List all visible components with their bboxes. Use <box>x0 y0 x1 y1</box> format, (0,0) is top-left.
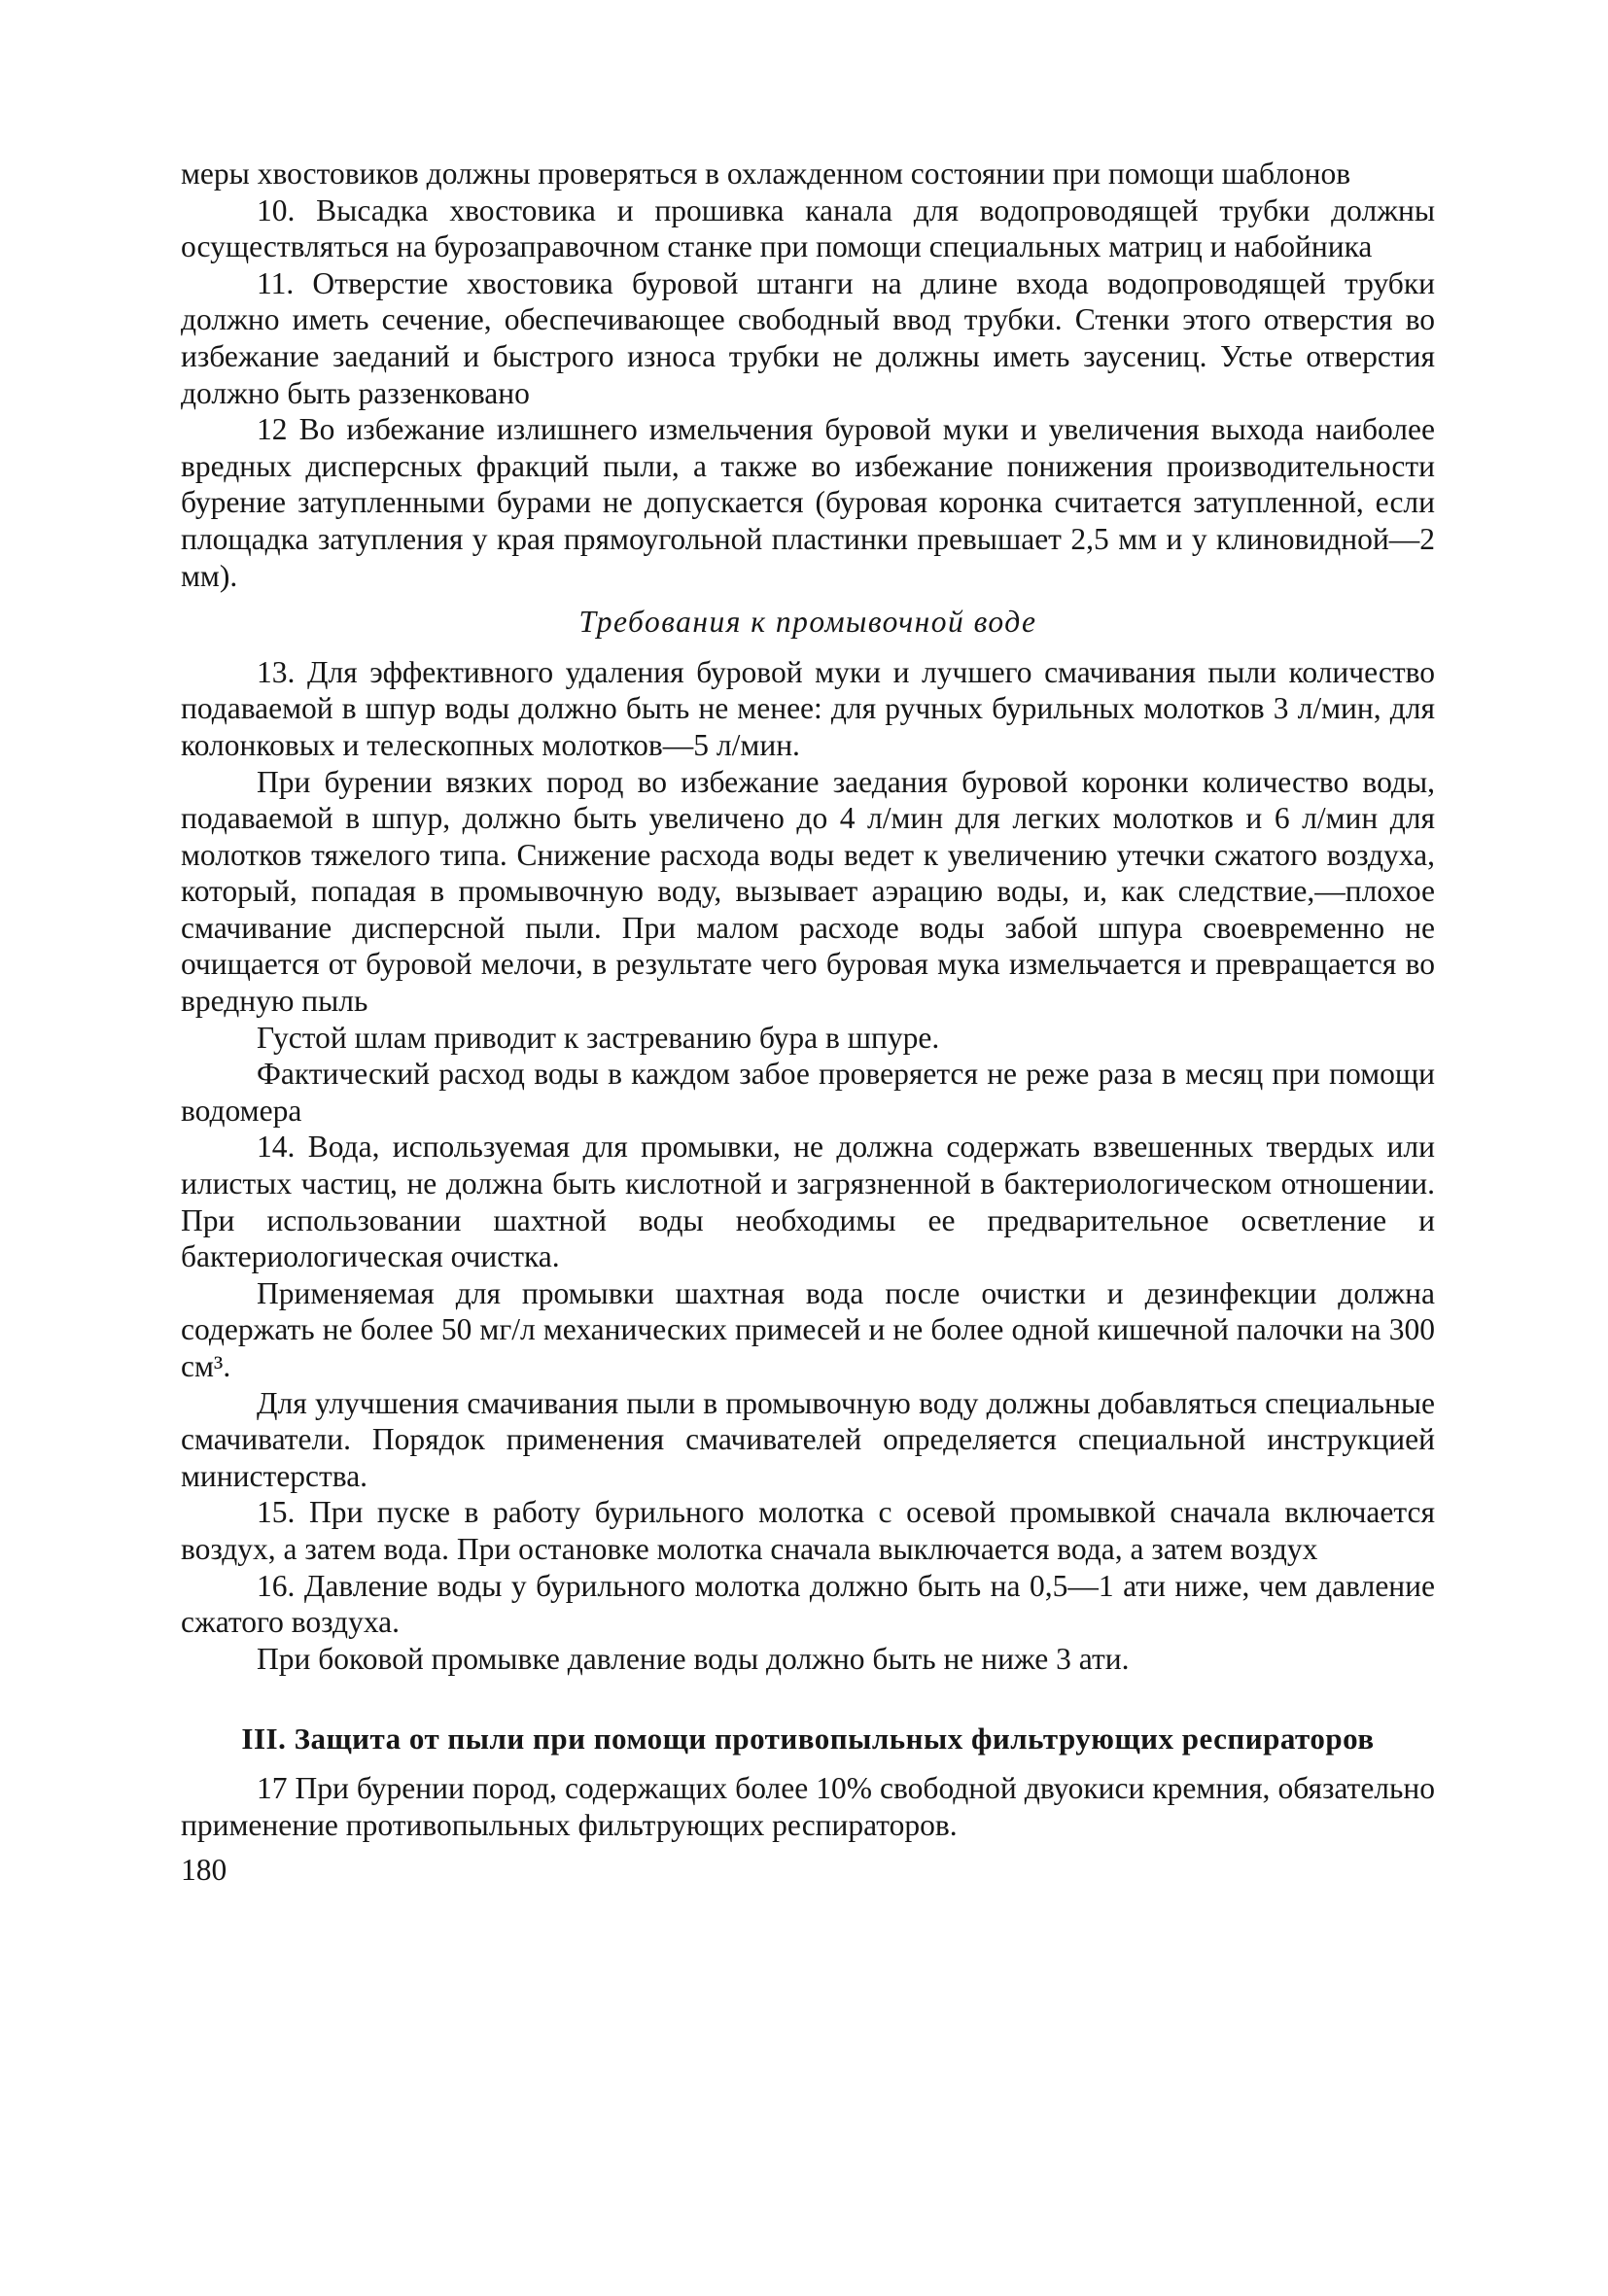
paragraph-item-14: 14. Вода, используемая для промывки, не должна содержать взвешенных твердых или илистых частиц, не должна быть кислотной и загрязненной в бактериологическом отношении. При использовании шахтной воды необходимы ее предварительное осветление и бактериологическая очистка. <box>181 1130 1435 1274</box>
document-page <box>181 156 1435 1888</box>
section-heading-respirators: III. Защита от пыли при помощи противопыльных фильтрующих респираторов <box>241 1722 1375 1757</box>
paragraph-item-11: 11. Отверстие хвостовика буровой штанги на длине входа водопроводящей трубки должно иметь сечение, обеспечивающее свободный ввод трубки. Стенки этого отверстия во избежание заеданий и быстрого износа трубки не должны иметь заусениц. Устье отверстия должно быть раззенковано <box>181 265 1435 410</box>
subheading-washing-water: Требования к промывочной воде <box>578 605 1037 640</box>
paragraph-item-16: 16. Давление воды у бурильного молотка должно быть на 0,5—1 ати ниже, чем давление сжатого воздуха. <box>181 1568 1435 1640</box>
paragraph-thick-slurry: Густой шлам приводит к застреванию бура в шпуре. <box>257 1020 940 1055</box>
paragraph-item-15: 15. При пуске в работу бурильного молотка с осевой промывкой сначала включается воздух, а затем вода. При остановке молотка сначала выключается вода, а затем воздух <box>181 1495 1435 1566</box>
paragraph-viscous-rocks: При бурении вязких пород во избежание заедания буровой коронки количество воды, подаваемой в шпур, должно быть увеличено до 4 л/мин для легких молотков и 6 л/мин для молотков тяжелого типа. Снижение расхода воды ведет к увеличению утечки сжатого воздуха, который, попадая в промывочную воду, вызывает аэрацию воды, и, как следствие,—плохое смачивание дисперсной пыли. При малом расходе воды забой шпура своевременно не очищается от буровой мелочи, в результате чего буровая мука измельчается и превращается во вредную пыль <box>181 764 1435 1019</box>
page-number: 180 <box>181 1852 227 1887</box>
paragraph-water-meter: Фактический расход воды в каждом забое проверяется не реже раза в месяц при помощи водомера <box>181 1057 1435 1128</box>
paragraph-item-12: 12 Во избежание излишнего измельчения буровой муки и увеличения выхода наиболее вредных дисперсных фракций пыли, а также во избежание понижения производительности бурение затупленными бурами не допускается (буровая коронка считается затупленной, если площадка затупления у края прямоугольной пластинки превышает 2,5 мм и у клиновидной—2 мм). <box>181 412 1435 593</box>
paragraph-side-flushing: При боковой промывке давление воды должно быть не ниже 3 ати. <box>257 1641 1130 1676</box>
paragraph-item-10: 10. Высадка хвостовика и прошивка канала для водопроводящей трубки должны осуществляться на бурозаправочном станке при помощи специальных матриц и набойника <box>181 192 1435 264</box>
paragraph-item-17: 17 При бурении пород, содержащих более 10% свободной двуокиси кремния, обязательно применение противопыльных фильтрующих респираторов. <box>181 1771 1435 1842</box>
paragraph-item-13: 13. Для эффективного удаления буровой муки и лучшего смачивания пыли количество подаваемой в шпур воды должно быть не менее: для ручных бурильных молотков 3 л/мин, для колонковых и телескопных молотков—5 л/мин. <box>181 654 1435 762</box>
paragraph-continuation: меры хвостовиков должны проверяться в охлажденном состоянии при помощи шаблонов <box>181 157 1351 191</box>
paragraph-mine-water: Применяемая для промывки шахтная вода после очистки и дезинфекции должна содержать не более 50 мг/л механических примесей и не более одной кишечной палочки на 300 см³. <box>181 1275 1435 1383</box>
paragraph-wetting-agents: Для улучшения смачивания пыли в промывочную воду должны добавляться специальные смачиватели. Порядок применения смачивателей определяется специальной инструкцией министерства. <box>181 1385 1435 1493</box>
